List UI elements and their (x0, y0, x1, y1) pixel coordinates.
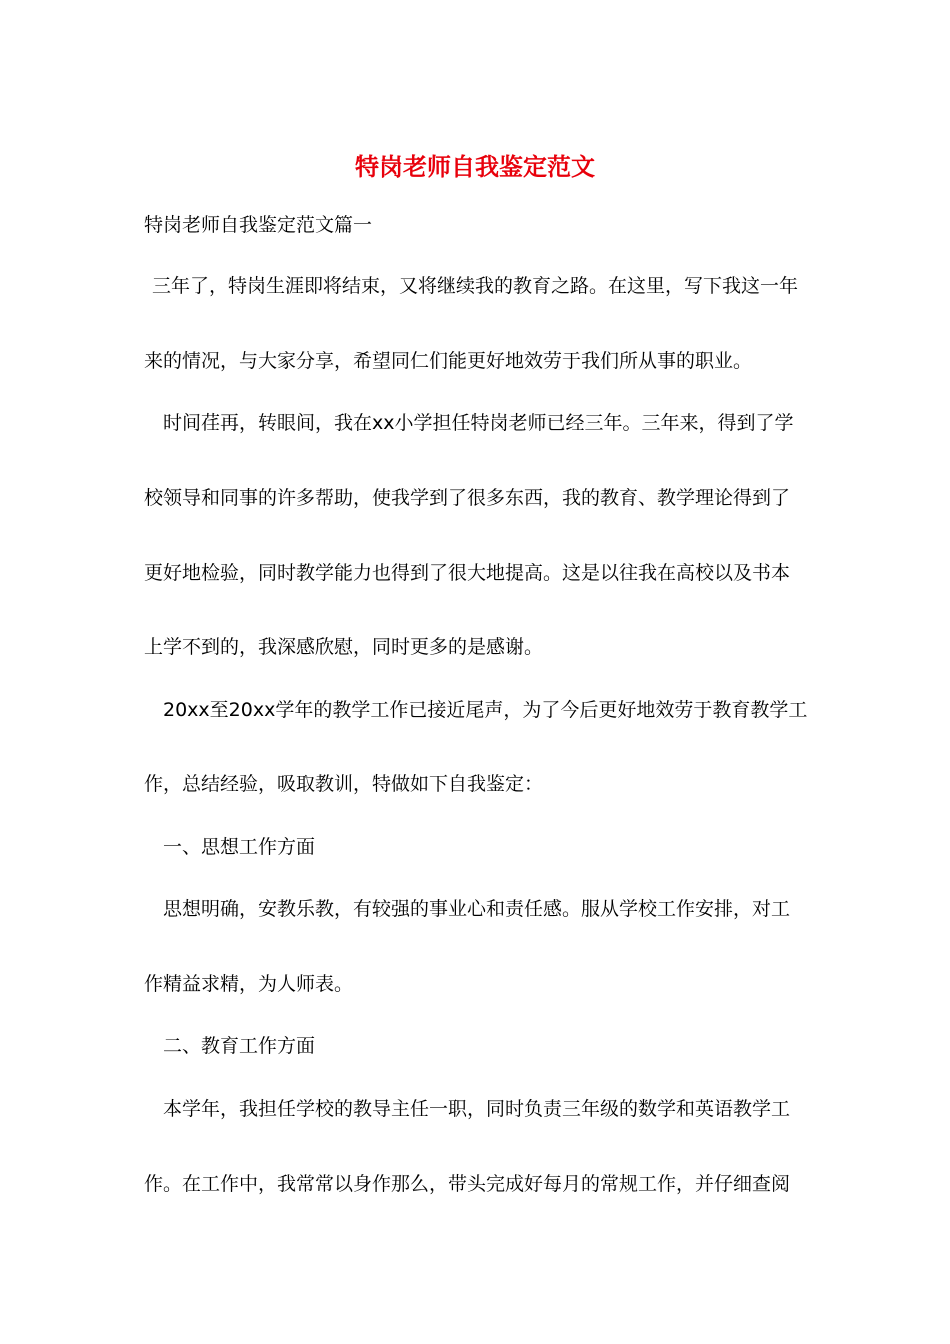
paragraph-line: 来的情况，与大家分享，希望同仁们能更好地效劳于我们所从事的职业。 (144, 350, 753, 372)
paragraph-line: 上学不到的，我深感欣慰，同时更多的是感谢。 (144, 636, 544, 658)
document-title: 特岗老师自我鉴定范文 (355, 152, 595, 181)
paragraph-line: 作。在工作中，我常常以身作那么，带头完成好每月的常规工作，并仔细查阅 (144, 1173, 791, 1195)
subheading-thought-work: 一、思想工作方面 (163, 836, 316, 858)
paragraph-line: 本学年，我担任学校的教导主任一职，同时负责三年级的数学和英语教学工 (163, 1098, 791, 1120)
paragraph-line: 三年了，特岗生涯即将结束，又将继续我的教育之路。在这里，写下我这一年 (152, 275, 799, 297)
section-heading-part-one: 特岗老师自我鉴定范文篇一 (144, 214, 373, 236)
paragraph-line: 时间荏再，转眼间，我在xx小学担任特岗老师已经三年。三年来，得到了学 (163, 412, 794, 434)
subheading-education-work: 二、教育工作方面 (163, 1035, 316, 1057)
paragraph-line: 作精益求精，为人师表。 (144, 973, 354, 995)
paragraph-line: 20xx至20xx学年的教学工作已接近尾声，为了今后更好地效劳于教育教学工 (163, 699, 808, 721)
paragraph-line: 更好地检验，同时教学能力也得到了很大地提高。这是以往我在高校以及书本 (144, 562, 791, 584)
paragraph-line: 校领导和同事的许多帮助，使我学到了很多东西，我的教育、教学理论得到了 (144, 487, 791, 509)
paragraph-line: 作，总结经验，吸取教训，特做如下自我鉴定： (144, 773, 544, 795)
paragraph-line: 思想明确，安教乐教，有较强的事业心和责任感。服从学校工作安排，对工 (163, 898, 791, 920)
